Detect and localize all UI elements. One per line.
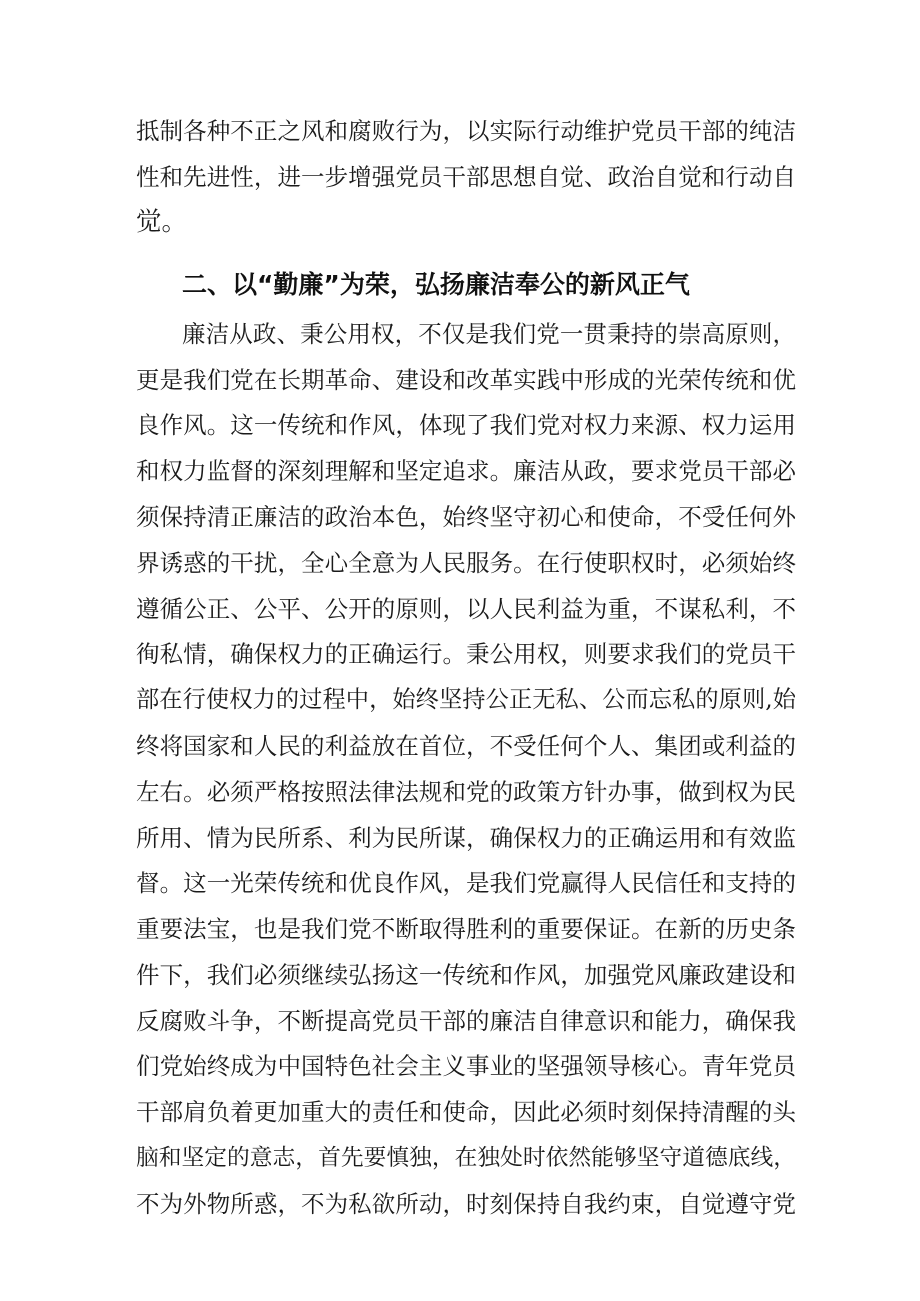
intro-line: 性和先进性，进一步增强党员干部思想自觉、政治自觉和行动自 xyxy=(136,163,796,191)
body-line: 重要法宝，也是我们党不断取得胜利的重要保证。在新的历史条 xyxy=(136,915,796,943)
body-line: 不为外物所惑，不为私欲所动，时刻保持自我约束，自觉遵守党 xyxy=(136,1190,796,1218)
intro-line: 觉。 xyxy=(136,207,188,237)
body-line: 反腐败斗争，不断提高党员干部的廉洁自律意识和能力，确保我 xyxy=(136,1007,796,1035)
body-line: 左右。必须严格按照法律法规和党的政策方针办事，做到权为民 xyxy=(136,778,796,806)
body-line: 遵循公正、公平、公开的原则，以人民利益为重，不谋私利，不 xyxy=(136,595,796,623)
body-line: 徇私情，确保权力的正确运行。秉公用权，则要求我们的党员干 xyxy=(136,640,796,668)
body-line: 脑和坚定的意志，首先要慎独，在独处时依然能够坚守道德底线， xyxy=(136,1145,796,1171)
section-heading: 二、以“勤廉”为荣，弘扬廉洁奉公的新风正气 xyxy=(182,270,690,299)
body-line: 终将国家和人民的利益放在首位，不受任何个人、集团或利益的 xyxy=(136,732,796,760)
body-line: 所用、情为民所系、利为民所谋，确保权力的正确运用和有效监 xyxy=(136,824,796,852)
body-line: 良作风。这一传统和作风，体现了我们党对权力来源、权力运用 xyxy=(136,411,796,439)
body-line: 和权力监督的深刻理解和坚定追求。廉洁从政，要求党员干部必 xyxy=(136,457,796,485)
body-line: 部在行使权力的过程中，始终坚持公正无私、公而忘私的原则,始 xyxy=(136,686,796,713)
body-line: 须保持清正廉洁的政治本色，始终坚守初心和使命，不受任何外 xyxy=(136,503,796,531)
intro-line: 抵制各种不正之风和腐败行为，以实际行动维护党员干部的纯洁 xyxy=(136,117,796,145)
body-line: 们党始终成为中国特色社会主义事业的坚强领导核心。青年党员 xyxy=(136,1052,796,1080)
body-line: 界诱惑的干扰，全心全意为人民服务。在行使职权时，必须始终 xyxy=(136,549,796,577)
body-line: 督。这一光荣传统和优良作风，是我们党赢得人民信任和支持的 xyxy=(136,869,796,897)
body-line: 干部肩负着更加重大的责任和使命，因此必须时刻保持清醒的头 xyxy=(136,1098,796,1126)
body-line: 件下，我们必须继续弘扬这一传统和作风，加强党风廉政建设和 xyxy=(136,961,796,989)
body-line: 更是我们党在长期革命、建设和改革实践中形成的光荣传统和优 xyxy=(136,366,796,394)
body-line: 廉洁从政、秉公用权，不仅是我们党一贯秉持的崇高原则， xyxy=(182,320,796,348)
